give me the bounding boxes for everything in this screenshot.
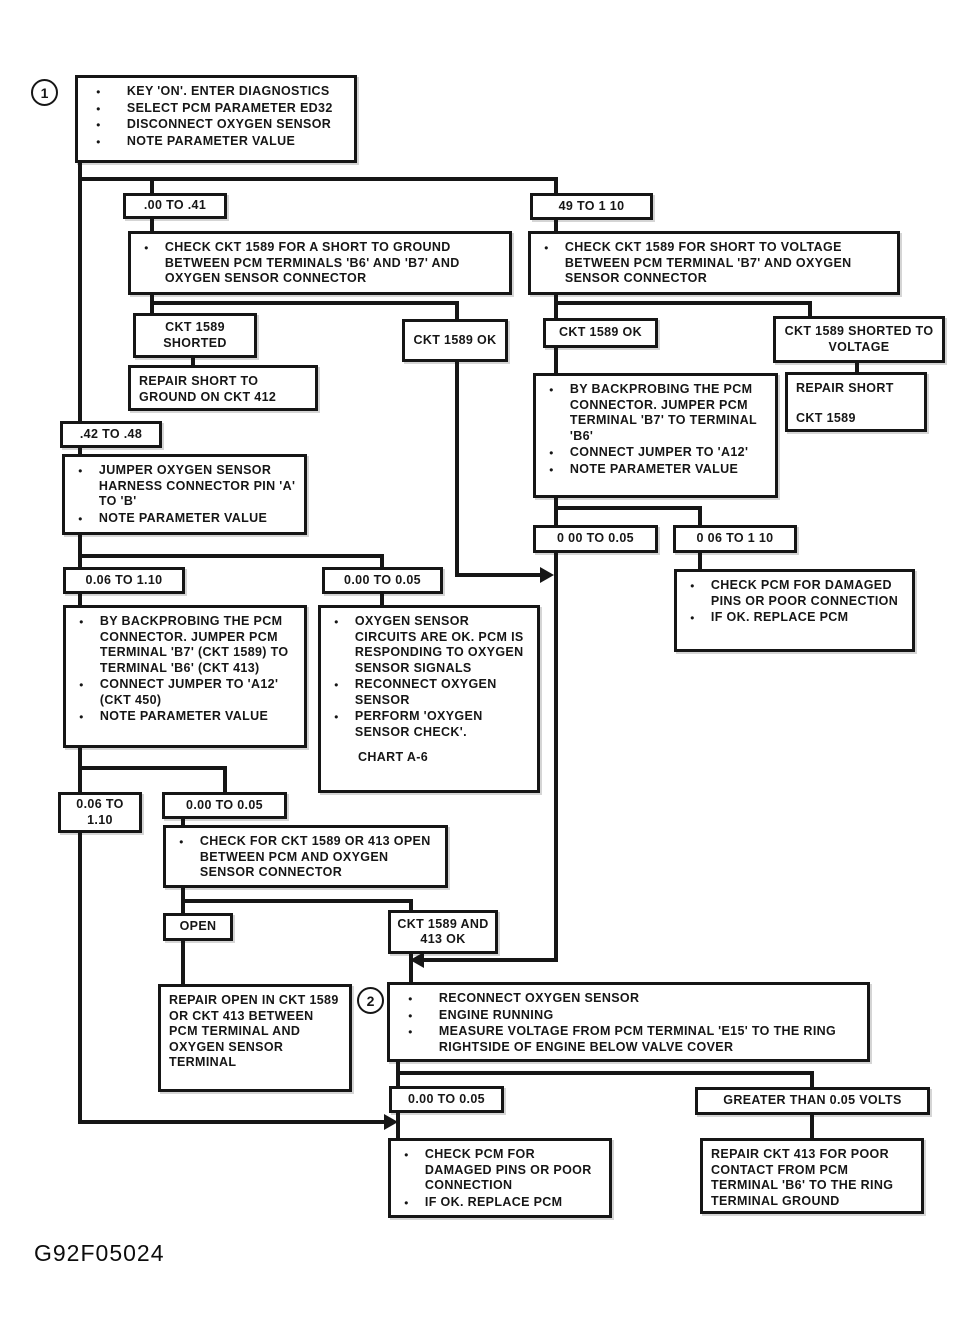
bullet-text: ● BY BACKPROBING THE PCM CONNECTOR. JUMPER PCM TERMINAL 'B7' (CKT 1589) TO TERMINAL 'B6' (CKT 413)	[99, 614, 289, 675]
flow-box-repair-open	[158, 984, 352, 1092]
range-text: 0.06 TO 1.10	[76, 797, 124, 827]
bullet-text: ● CHECK CKT 1589 FOR A SHORT TO GROUND BETWEEN PCM TERMINALS 'B6' AND 'B7' AND OXYGEN SENSOR CONNECTOR	[164, 240, 460, 285]
connector	[554, 295, 558, 320]
bullet-text: ● KEY 'ON'. ENTER DIAGNOSTICS	[126, 84, 330, 98]
bullet-text: ● RECONNECT OXYGEN SENSOR	[354, 677, 497, 707]
range-label-006-to-110-small	[58, 792, 142, 833]
bullet-item	[71, 511, 298, 527]
bullet-item	[71, 463, 298, 510]
flow-box-check-pcm-right	[674, 569, 915, 652]
bullet-item	[537, 240, 891, 287]
range-label-49-to-110	[530, 193, 653, 220]
connector	[698, 551, 702, 571]
connector	[396, 1062, 400, 1088]
flow-box-check-pcm-bottom	[388, 1138, 612, 1218]
range-text: .42 TO .48	[79, 426, 143, 441]
repair-text: REPAIR CKT 413 FOR POOR CONTACT FROM PCM TERMINAL 'B6' TO THE RING TERMINAL GROUND	[711, 1147, 894, 1208]
flow-box-backprobe-right	[533, 373, 778, 498]
connector	[554, 551, 558, 962]
bullet-text: ● OXYGEN SENSOR CIRCUITS ARE OK. PCM IS RESPONDING TO OXYGEN SENSOR SIGNALS	[354, 614, 524, 675]
range-text: 0 06 TO 1 10	[696, 531, 774, 546]
bullet-item	[396, 1024, 861, 1055]
bullet-text: ● CHECK FOR CKT 1589 OR 413 OPEN BETWEEN PCM AND OXYGEN SENSOR CONNECTOR	[199, 834, 431, 879]
bullet-text: ● NOTE PARAMETER VALUE	[98, 510, 268, 525]
result-box-ckt1589-ok-mid	[402, 319, 508, 362]
bullet-text: ● CHECK PCM FOR DAMAGED PINS OR POOR CONNECTION	[710, 578, 899, 608]
bullet-item	[84, 84, 348, 100]
bullet-item	[72, 677, 298, 708]
flow-box-check-short-to-ground	[128, 231, 512, 295]
bullet-item	[396, 991, 861, 1007]
connector	[223, 766, 227, 794]
flow-box-check-open	[163, 825, 448, 888]
bullet-item	[327, 709, 531, 740]
connector	[698, 506, 702, 527]
range-label-000-to-005-left	[322, 567, 443, 594]
bullet-item	[72, 709, 298, 725]
bullet-text: ● IF OK. REPLACE PCM	[424, 1194, 563, 1209]
range-text: GREATER THAN 0.05 VOLTS	[723, 1093, 902, 1108]
connector	[457, 573, 543, 577]
bullet-text: ● NOTE PARAMETER VALUE	[569, 461, 739, 476]
connector	[554, 301, 812, 305]
arrowhead-right	[384, 1114, 398, 1130]
arrowhead-left	[410, 952, 424, 968]
result-text: CKT 1589 OK	[558, 325, 643, 340]
bullet-item	[84, 134, 348, 150]
bullet-text: ● CONNECT JUMPER TO 'A12' (CKT 450)	[99, 677, 279, 707]
bullet-item	[72, 614, 298, 676]
range-label-006-to-110-left	[63, 567, 185, 594]
connector	[181, 939, 185, 986]
bullet-item	[542, 445, 769, 461]
repair-text: REPAIR SHORT TO GROUND ON CKT 412	[139, 374, 277, 404]
bullet-item	[84, 101, 348, 117]
bullet-text: ● IF OK. REPLACE PCM	[710, 610, 849, 624]
bullet-item	[542, 382, 769, 444]
flow-box-step2	[387, 982, 870, 1062]
flow-box-jumper-o2-harness	[62, 454, 307, 535]
connector	[554, 177, 558, 193]
result-text: CKT 1589 AND 413 OK	[397, 916, 489, 946]
arrowhead-right	[540, 567, 554, 583]
range-label-00-to-41	[123, 193, 227, 219]
result-box-ckt1589-shorted-to-voltage	[773, 316, 945, 363]
result-text: OPEN	[179, 919, 217, 934]
repair-text-line2: CKT 1589	[796, 410, 856, 425]
bullet-text: ● ENGINE RUNNING	[438, 1007, 554, 1022]
connector	[150, 295, 154, 315]
bullet-item	[396, 1008, 861, 1024]
flow-box-backprobe-left	[63, 605, 307, 748]
connector	[78, 554, 384, 558]
repair-text: REPAIR OPEN IN CKT 1589 OR CKT 413 BETWEEN PCM TERMINAL AND OXYGEN SENSOR TERMINAL	[169, 993, 339, 1069]
range-label-000-to-005-bottom	[389, 1086, 504, 1113]
range-text: 0 00 TO 0.05	[557, 531, 634, 546]
connector	[150, 177, 154, 193]
range-text: 49 TO 1 10	[558, 198, 625, 213]
bullet-text: ● CONNECT JUMPER TO 'A12'	[569, 445, 749, 459]
result-box-ckt1589-ok-right	[543, 318, 658, 348]
bullet-text: ● NOTE PARAMETER VALUE	[99, 709, 269, 723]
bullet-item	[397, 1147, 603, 1194]
flow-box-repair-short-ckt1589	[785, 372, 927, 432]
connector	[554, 346, 558, 375]
range-text: 0.00 TO 0.05	[344, 572, 421, 587]
bullet-item	[327, 677, 531, 708]
connector	[455, 301, 459, 321]
bullet-item	[137, 240, 503, 287]
connector	[424, 958, 556, 962]
range-label-greater-than-005-volts	[695, 1087, 930, 1115]
result-text: CKT 1589 SHORTED TO VOLTAGE	[784, 324, 934, 354]
bullet-item	[84, 117, 348, 133]
bullet-text: ● RECONNECT OXYGEN SENSOR	[438, 991, 640, 1005]
bullet-item	[172, 834, 439, 881]
connector	[396, 1071, 814, 1075]
connector	[150, 301, 459, 305]
bullet-text: ● JUMPER OXYGEN SENSOR HARNESS CONNECTOR PIN 'A' TO 'B'	[98, 463, 296, 508]
connector	[554, 506, 702, 510]
bullet-text: ● NOTE PARAMETER VALUE	[126, 133, 296, 148]
bullet-item	[542, 462, 769, 478]
flow-box-repair-short-to-ground	[128, 365, 318, 411]
bullet-text: ● CHECK CKT 1589 FOR SHORT TO VOLTAGE BETWEEN PCM TERMINAL 'B7' AND OXYGEN SENSOR CONNECTOR	[564, 240, 852, 285]
result-text: CKT 1589 OK	[413, 332, 497, 347]
step-circle-2: 2	[357, 987, 384, 1014]
bullet-item	[327, 614, 531, 676]
repair-text-line1: REPAIR SHORT	[796, 381, 894, 395]
connector	[810, 1114, 814, 1140]
range-text: 0.06 TO 1.10	[85, 572, 163, 587]
bullet-text: ● BY BACKPROBING THE PCM CONNECTOR. JUMPER PCM TERMINAL 'B7' TO TERMINAL 'B6'	[569, 382, 757, 443]
bullet-item	[683, 610, 906, 626]
connector	[181, 899, 413, 903]
bullet-text: ● CHECK PCM FOR DAMAGED PINS OR POOR CONNECTION	[424, 1147, 592, 1192]
bullet-text: ● SELECT PCM PARAMETER ED32	[126, 100, 333, 115]
result-box-open	[163, 913, 233, 941]
step-circle-1: 1	[31, 79, 58, 106]
bullet-text: ● MEASURE VOLTAGE FROM PCM TERMINAL 'E15' TO THE RING RIGHTSIDE OF ENGINE BELOW VALVE COVER	[438, 1024, 837, 1054]
flow-box-o2-circuits-ok	[318, 605, 540, 793]
result-text: CKT 1589 SHORTED	[163, 320, 227, 350]
connector	[78, 766, 227, 770]
figure-id: G92F05024	[34, 1240, 165, 1266]
range-label-42-to-48	[60, 421, 162, 448]
connector	[78, 1120, 386, 1124]
range-text: 0.00 TO 0.05	[408, 1091, 485, 1106]
flow-box-step1	[75, 75, 357, 163]
range-text: .00 TO .41	[143, 198, 207, 213]
range-label-006-to-110-right	[673, 525, 797, 553]
bullet-text: ● PERFORM 'OXYGEN SENSOR CHECK'.	[354, 709, 483, 739]
flow-box-check-short-to-voltage	[528, 231, 900, 295]
bullet-text: ● DISCONNECT OXYGEN SENSOR	[126, 117, 332, 131]
connector	[455, 360, 459, 577]
range-label-000-to-005-small	[162, 792, 287, 819]
range-label-000-to-005-right	[533, 525, 658, 553]
chart-reference: CHART A-6	[358, 750, 429, 764]
result-box-ckt1589-and-413-ok	[388, 910, 498, 954]
result-box-ckt1589-shorted	[133, 313, 257, 358]
bullet-item	[397, 1195, 603, 1211]
flow-box-repair-ckt-413	[700, 1138, 924, 1214]
connector	[554, 506, 558, 527]
bullet-item	[683, 578, 906, 609]
range-text: 0.00 TO 0.05	[186, 797, 263, 812]
